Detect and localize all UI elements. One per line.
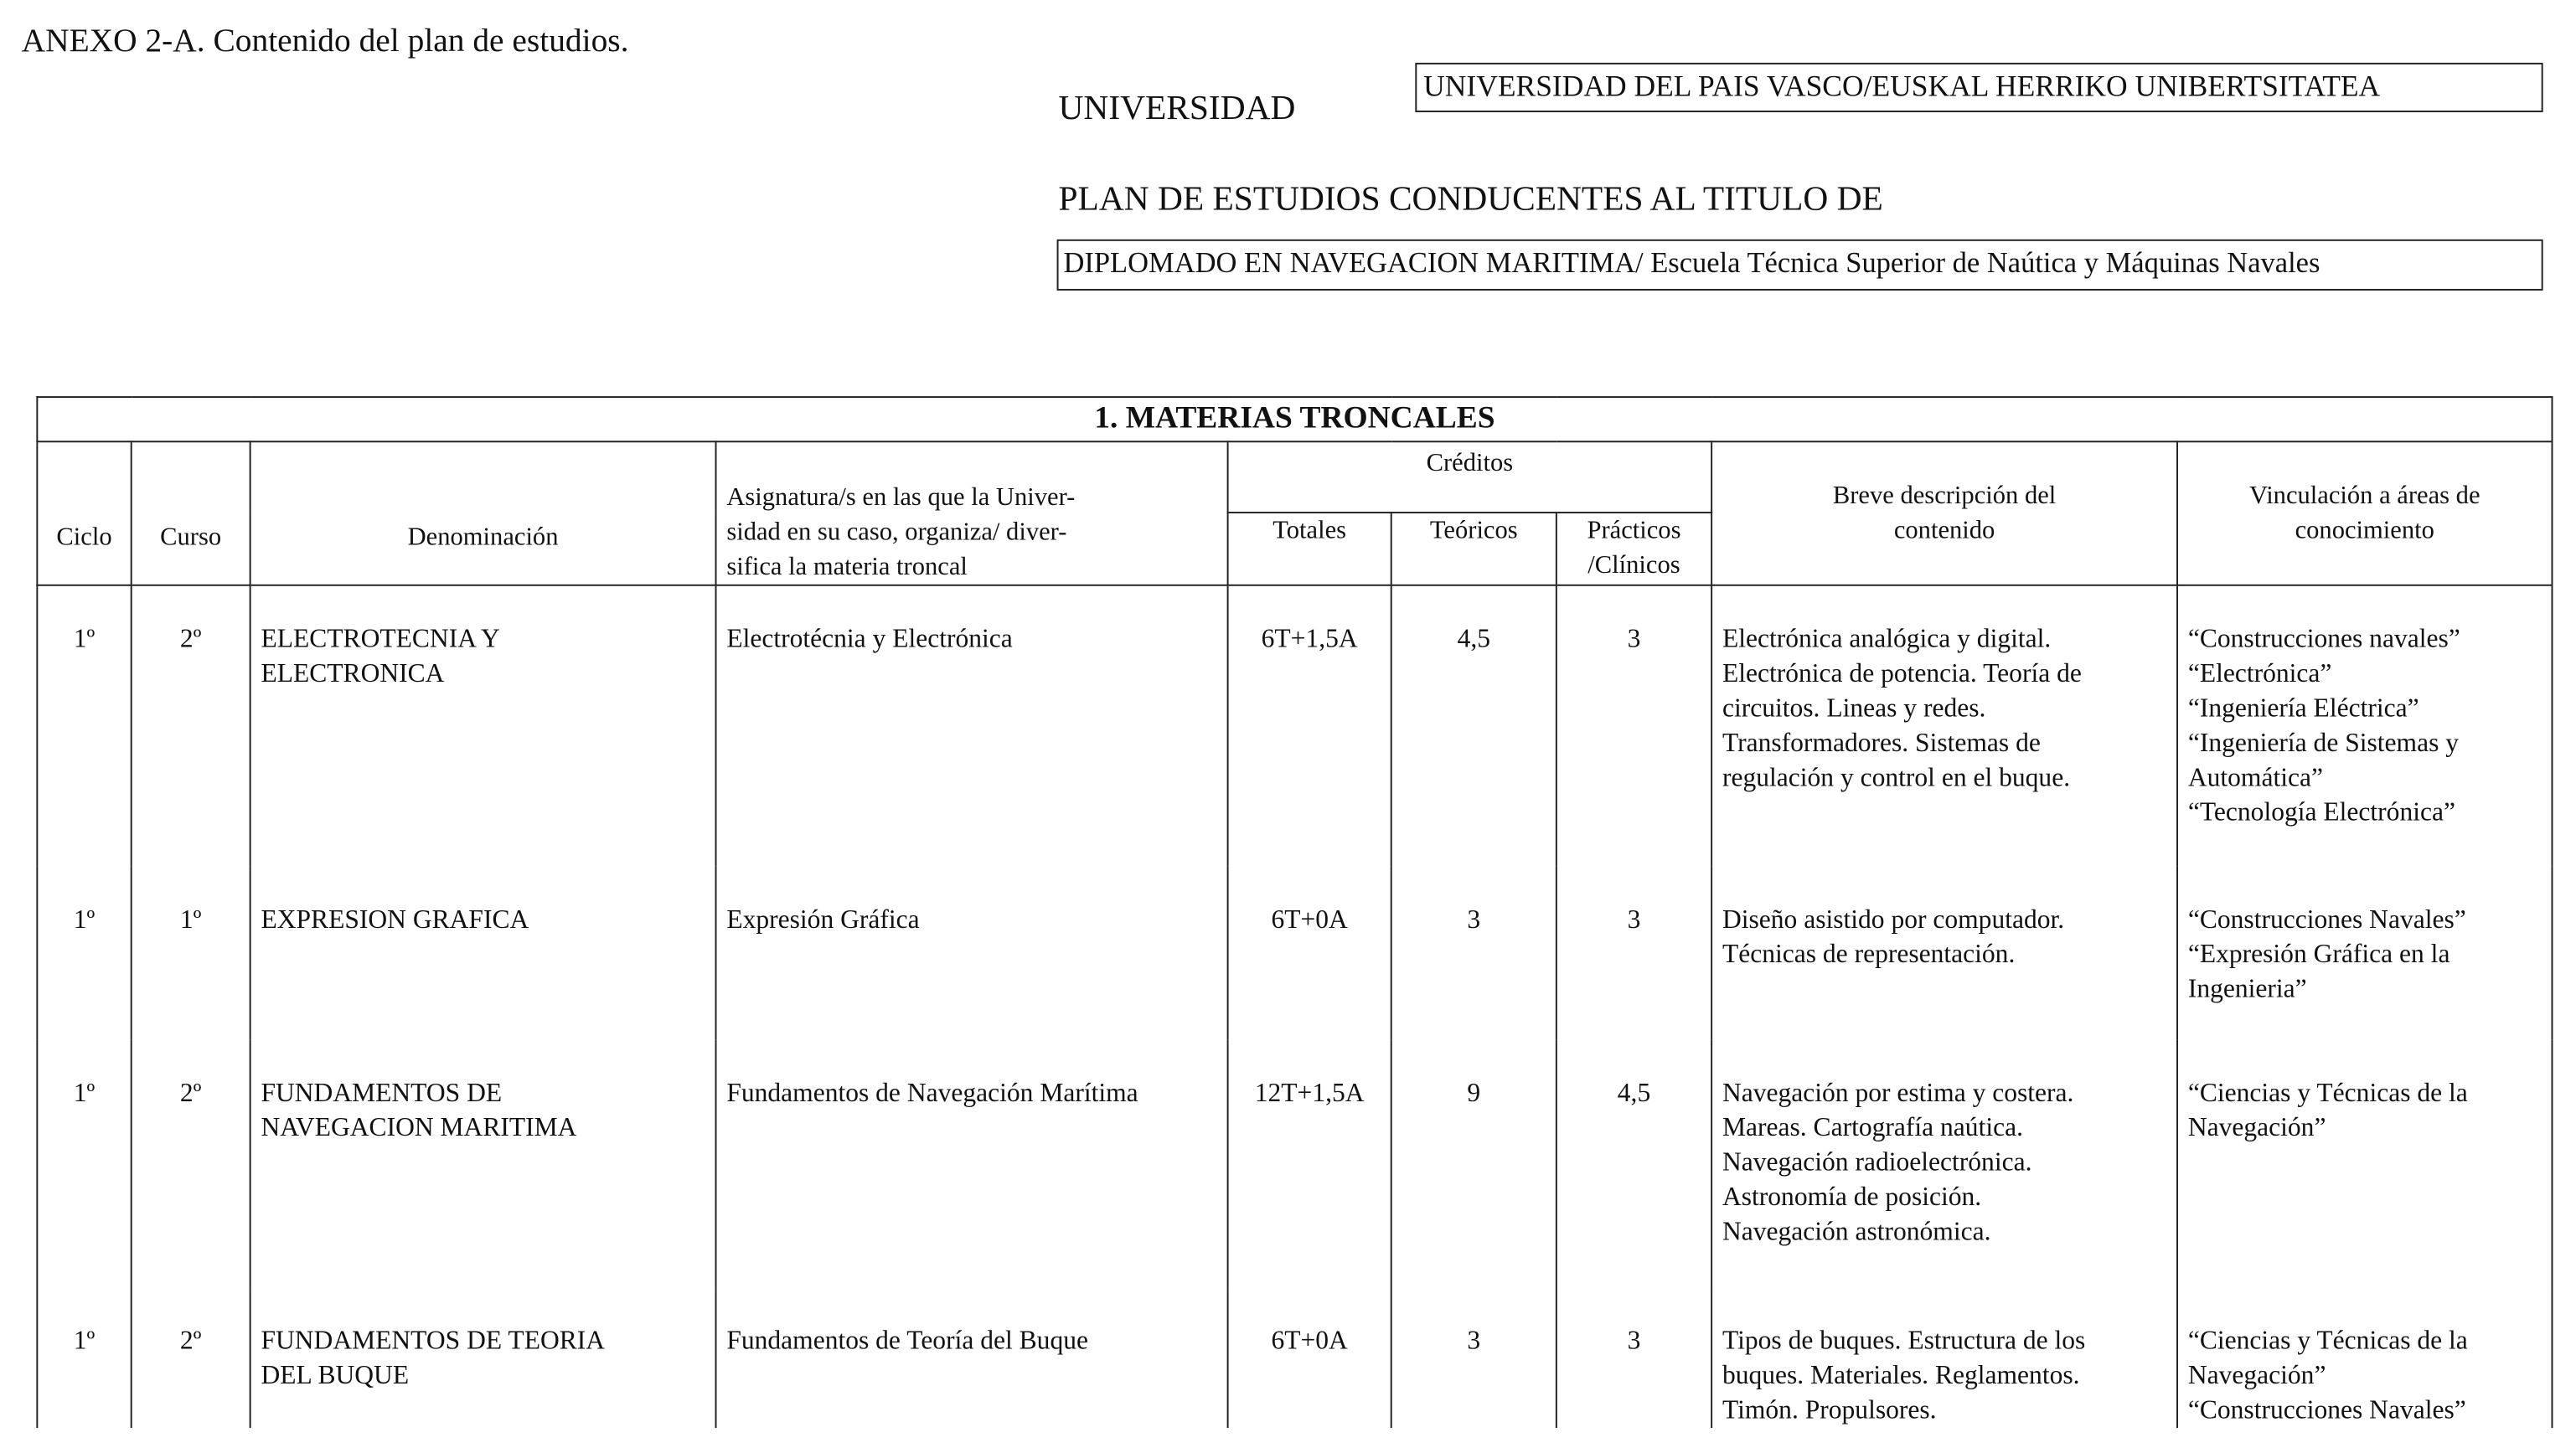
vinculacion-line: “Construcciones navales” [2187,626,2460,654]
header-vinculacion-line: Vinculación a áreas de [2248,482,2480,511]
cell-practicos: 3 [1556,1288,1711,1429]
cell-practicos: 3 [1556,585,1711,867]
cell-denominacion [250,1288,716,1429]
descripcion-line: Mareas. Cartografía naútica. [1722,1114,2023,1143]
cell-curso: 2º [132,1040,250,1288]
plan-label: PLAN DE ESTUDIOS CONDUCENTES AL TITULO DE [1058,178,1883,219]
table-row [37,1040,2552,1288]
vinculacion-line: “Construcciones Navales” [2187,906,2466,935]
header-curso: Curso [132,441,250,585]
university-label: UNIVERSIDAD [1058,87,1296,127]
cell-denominacion [250,585,716,867]
cell-asignatura: Fundamentos de Teoría del Buque [716,1288,1228,1429]
cell-asignatura: Fundamentos de Navegación Marítima [716,1040,1228,1288]
descripcion-line: Timón. Propulsores. [1722,1396,1937,1425]
descripcion-line: Diseño asistido por computador. [1722,906,2065,935]
cell-descripcion [1711,1040,2177,1288]
vinculacion-line: “Ingeniería de Sistemas y [2187,729,2460,758]
cell-practicos: 4,5 [1556,1040,1711,1288]
cell-descripcion [1711,867,2177,1040]
cell-practicos: 3 [1556,867,1711,1040]
header-asignatura-line: Asignatura/s en las que la Univer- [726,483,1076,513]
header-descripcion-line: Breve descripción del [1832,482,2057,511]
cell-curso: 1º [132,867,250,1040]
header-creditos: Créditos [1228,441,1712,513]
cell-curso: 2º [132,1288,250,1429]
descripcion-line: Electrónica analógica y digital. [1722,626,2052,654]
vinculacion-line: “Tecnología Electrónica” [2187,799,2455,827]
vinculacion-line: Ingenieria” [2187,975,2307,1004]
header-practicos [1556,513,1711,585]
cell-denominacion [250,1040,716,1288]
header-vinculacion [2177,441,2552,585]
denominacion-line: EXPRESION GRAFICA [261,906,529,935]
table-title: 1. MATERIAS TRONCALES [37,397,2552,441]
cell-descripcion [1711,1288,2177,1429]
vinculacion-line: Automática” [2187,764,2323,793]
cell-ciclo: 1º [37,867,131,1040]
header-totales: Totales [1228,513,1391,585]
vinculacion-line: “Ciencias y Técnicas de la [2187,1327,2468,1356]
descripcion-line: buques. Materiales. Reglamentos. [1722,1362,2080,1390]
descripcion-line: Técnicas de representación. [1722,940,2016,970]
denominacion-line: DEL BUQUE [261,1362,410,1390]
cell-ciclo: 1º [37,585,131,867]
table-row [37,867,2552,1040]
descripcion-line: circuitos. Lineas y redes. [1722,694,1986,724]
cell-denominacion [250,867,716,1040]
header-descripcion [1711,441,2177,585]
vinculacion-line: “Construcciones Navales” [2187,1396,2466,1425]
vinculacion-line: “Ciencias y Técnicas de la [2187,1079,2468,1108]
cell-descripcion [1711,585,2177,867]
materias-troncales-table [36,396,2553,1428]
cell-vinculacion [2177,1288,2552,1429]
cell-ciclo: 1º [37,1040,131,1288]
header-descripcion-line: contenido [1893,516,1995,545]
table-row [37,1288,2552,1429]
cell-totales: 6T+0A [1228,867,1391,1040]
cell-vinculacion [2177,867,2552,1040]
cell-asignatura: Expresión Gráfica [716,867,1228,1040]
header-asignatura [716,441,1228,585]
cell-curso: 2º [132,585,250,867]
university-field: UNIVERSIDAD DEL PAIS VASCO/EUSKAL HERRIKO UNIBERTSITATEA [1415,63,2542,112]
cell-ciclo: 1º [37,1288,131,1429]
vinculacion-line: “Ingeniería Eléctrica” [2187,694,2419,724]
cell-teoricos: 3 [1391,867,1556,1040]
header-practicos-line: /Clínicos [1587,551,1680,580]
descripcion-line: Navegación astronómica. [1722,1218,1991,1247]
descripcion-line: Transformadores. Sistemas de [1722,729,2041,758]
descripcion-line: regulación y control en el buque. [1722,764,2071,793]
header-teoricos: Teóricos [1391,513,1556,585]
cell-vinculacion [2177,585,2552,867]
descripcion-line: Astronomía de posición. [1722,1183,1982,1212]
vinculacion-line: Navegación” [2187,1114,2326,1143]
denominacion-line: ELECTRONICA [261,660,445,688]
descripcion-line: Tipos de buques. Estructura de los [1722,1327,2086,1356]
cell-totales: 12T+1,5A [1228,1040,1391,1288]
header-ciclo: Ciclo [37,441,131,585]
descripcion-line: Navegación por estima y costera. [1722,1079,2074,1108]
annex-title: ANEXO 2-A. Contenido del plan de estudios. [21,23,629,59]
header-asignatura-line: sidad en su caso, organiza/ diver- [726,518,1067,547]
descripcion-line: Electrónica de potencia. Teoría de [1722,660,2082,688]
denominacion-line: ELECTROTECNIA Y [261,626,500,654]
table-row [37,585,2552,867]
header-practicos-line: Prácticos [1587,516,1681,545]
denominacion-line: FUNDAMENTOS DE [261,1079,503,1108]
cell-totales: 6T+0A [1228,1288,1391,1429]
header-asignatura-line: sifica la materia troncal [726,553,968,581]
cell-asignatura: Electrotécnia y Electrónica [716,585,1228,867]
denominacion-line: NAVEGACION MARITIMA [261,1114,577,1143]
vinculacion-line: “Expresión Gráfica en la [2187,940,2450,970]
descripcion-line: Navegación radioelectrónica. [1722,1148,2032,1177]
degree-field: DIPLOMADO EN NAVEGACION MARITIMA/ Escuela Técnica Superior de Naútica y Máquinas Navales [1057,240,2543,291]
vinculacion-line: “Electrónica” [2187,660,2332,688]
cell-totales: 6T+1,5A [1228,585,1391,867]
cell-teoricos: 9 [1391,1040,1556,1288]
header-denominacion: Denominación [250,441,716,585]
denominacion-line: FUNDAMENTOS DE TEORIA [261,1327,606,1356]
vinculacion-line: Navegación” [2187,1362,2326,1390]
cell-vinculacion [2177,1040,2552,1288]
header-vinculacion-line: conocimiento [2295,516,2434,545]
cell-teoricos: 3 [1391,1288,1556,1429]
cell-teoricos: 4,5 [1391,585,1556,867]
